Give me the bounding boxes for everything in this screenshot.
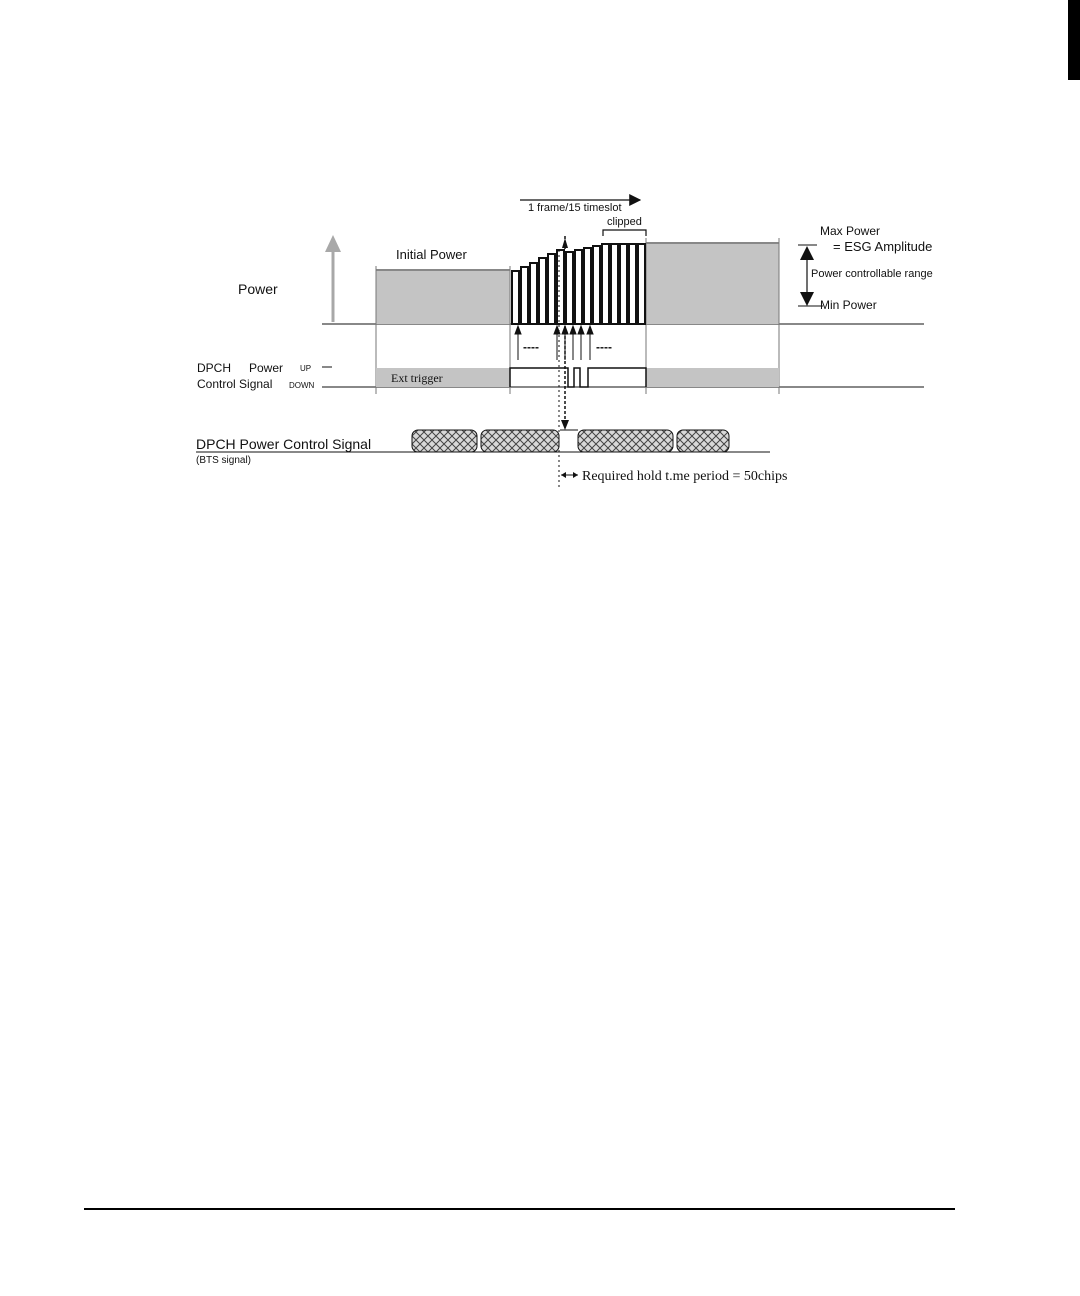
ext-trigger-label: Ext trigger — [391, 371, 443, 385]
dashes-right: ---- — [596, 340, 612, 354]
bts-title-label: DPCH Power Control Signal — [196, 436, 372, 452]
down-label: DOWN — [289, 381, 315, 390]
timeslot-bars — [512, 244, 645, 324]
footer-rule — [84, 1208, 955, 1210]
dpch-label: DPCH — [197, 361, 232, 375]
esg-amplitude-label: = ESG Amplitude — [833, 239, 933, 254]
up-label: UP — [300, 364, 312, 373]
initial-power-area — [376, 271, 510, 324]
min-power-label: Min Power — [820, 298, 877, 312]
clipped-label: clipped — [607, 216, 642, 228]
hold-time-label: Required hold t.me period = 50chips — [582, 469, 788, 484]
max-power-area — [646, 243, 779, 324]
bts-sub-label: (BTS signal) — [196, 455, 252, 466]
clipped-brace — [603, 230, 646, 236]
initial-power-label: Initial Power — [396, 247, 467, 262]
max-power-label: Max Power — [820, 224, 881, 238]
bts-signal-bars — [412, 430, 729, 452]
dpch-control-waveform — [510, 368, 646, 387]
power-range-label: Power controllable range — [811, 268, 933, 280]
double-arrow-icon — [561, 472, 578, 478]
dashes-left: ---- — [523, 340, 539, 354]
control-signal-label: Control Signal — [197, 377, 273, 391]
frame-timeslot-label: 1 frame/15 timeslot — [528, 202, 622, 214]
power-label: Power — [238, 281, 278, 297]
dpch-power-word: Power — [249, 361, 284, 375]
power-axis-arrow — [325, 235, 341, 322]
